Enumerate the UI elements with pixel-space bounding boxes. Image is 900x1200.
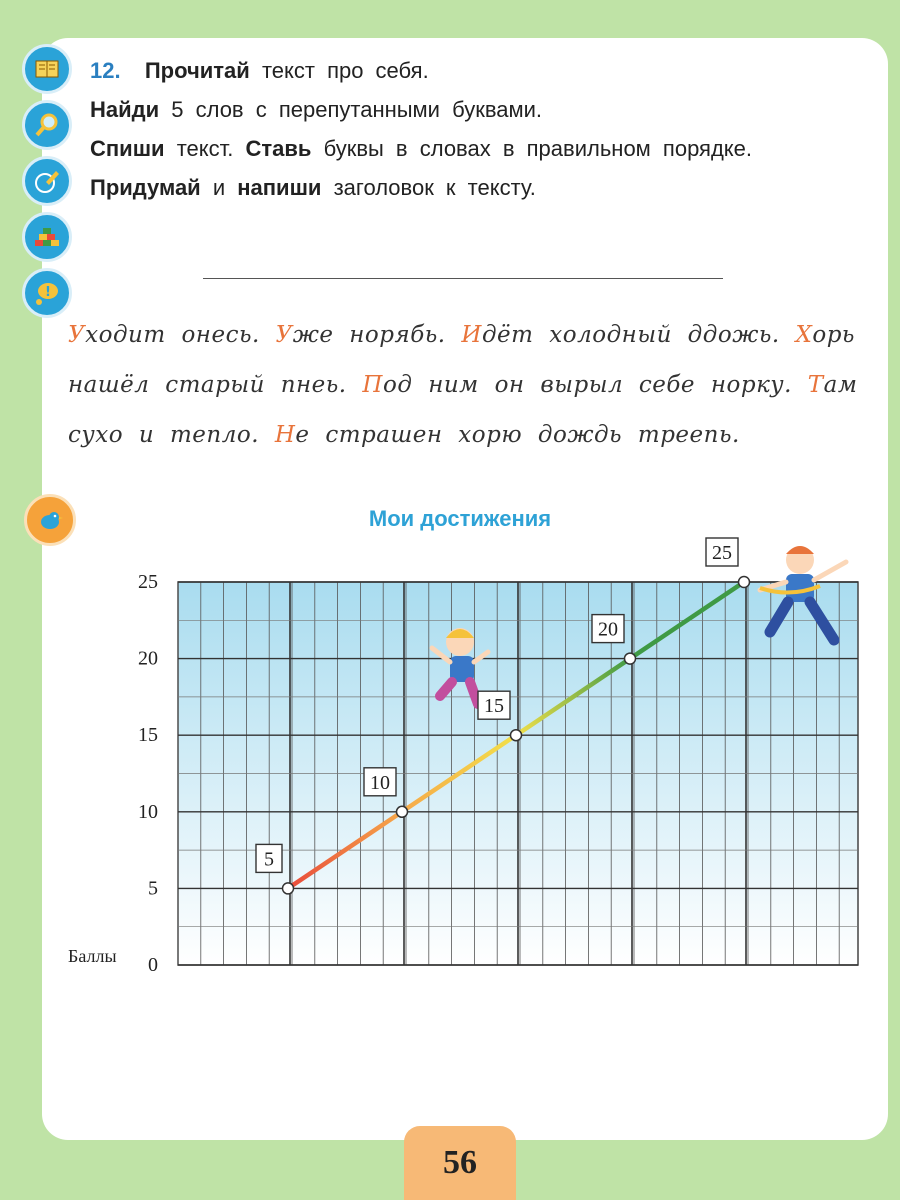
task-verb-invent: Придумай bbox=[90, 175, 201, 200]
task-line4-mid: и bbox=[212, 175, 226, 200]
task-line3-mid: текст. bbox=[176, 136, 234, 161]
task-line2-text: 5 слов с перепутанными буквами. bbox=[171, 97, 543, 122]
data-label: 25 bbox=[712, 542, 732, 564]
sentence-cap: У bbox=[68, 322, 86, 348]
sentence-text: дёт холодный ддожь. bbox=[481, 322, 780, 348]
sentence-text: орь нашёл старый пнеь. bbox=[68, 322, 855, 398]
task-verb-copy: Спиши bbox=[90, 136, 165, 161]
sentence-cap: И bbox=[461, 322, 482, 348]
y-tick-label: 25 bbox=[138, 571, 158, 593]
data-label: 20 bbox=[598, 618, 618, 641]
task-line4-text: заголовок к тексту. bbox=[333, 175, 536, 200]
sentence-cap: Т bbox=[807, 372, 824, 398]
y-tick-label: 0 bbox=[148, 954, 158, 976]
y-tick-label: 15 bbox=[138, 724, 158, 747]
sentence-cap: У bbox=[275, 322, 293, 348]
chart-title: Мои достижения bbox=[368, 506, 552, 531]
task-verb-put: Ставь bbox=[245, 136, 312, 161]
data-point bbox=[511, 730, 522, 741]
data-label: 15 bbox=[484, 695, 504, 718]
data-point bbox=[397, 806, 408, 817]
task-verb-find: Найди bbox=[90, 97, 160, 122]
sentence-text: ходит онесь. bbox=[85, 322, 260, 348]
task-number: 12. bbox=[90, 58, 121, 83]
y-axis-label: Баллы bbox=[68, 946, 117, 966]
sentence-text: же норябь. bbox=[292, 322, 446, 348]
svg-text:!: ! bbox=[45, 285, 51, 300]
y-tick-label: 5 bbox=[148, 877, 158, 900]
sentence-text: ам сухо и тепло. bbox=[68, 372, 858, 448]
data-label: 5 bbox=[264, 848, 274, 871]
page-number: 56 bbox=[404, 1126, 516, 1200]
data-point bbox=[625, 653, 636, 664]
sentence-cap: Н bbox=[274, 422, 296, 448]
task-line1-text: текст про себя. bbox=[261, 58, 429, 83]
task-verb-write: напиши bbox=[237, 175, 322, 200]
task-verb-read: Прочитай bbox=[144, 58, 250, 83]
task-line3-text: буквы в словах в правильном порядке. bbox=[323, 136, 753, 161]
y-tick-label: 10 bbox=[138, 800, 158, 823]
data-point bbox=[739, 577, 750, 588]
sentence-cap: Х bbox=[795, 322, 813, 348]
data-point bbox=[283, 883, 294, 894]
sentence-text: од ним он вырыл себе норку. bbox=[382, 372, 792, 398]
sentence-text: е страшен хорю дождь треепь. bbox=[295, 422, 740, 448]
sentence-cap: П bbox=[362, 372, 383, 398]
data-label: 10 bbox=[370, 771, 390, 794]
y-tick-label: 20 bbox=[138, 647, 158, 670]
